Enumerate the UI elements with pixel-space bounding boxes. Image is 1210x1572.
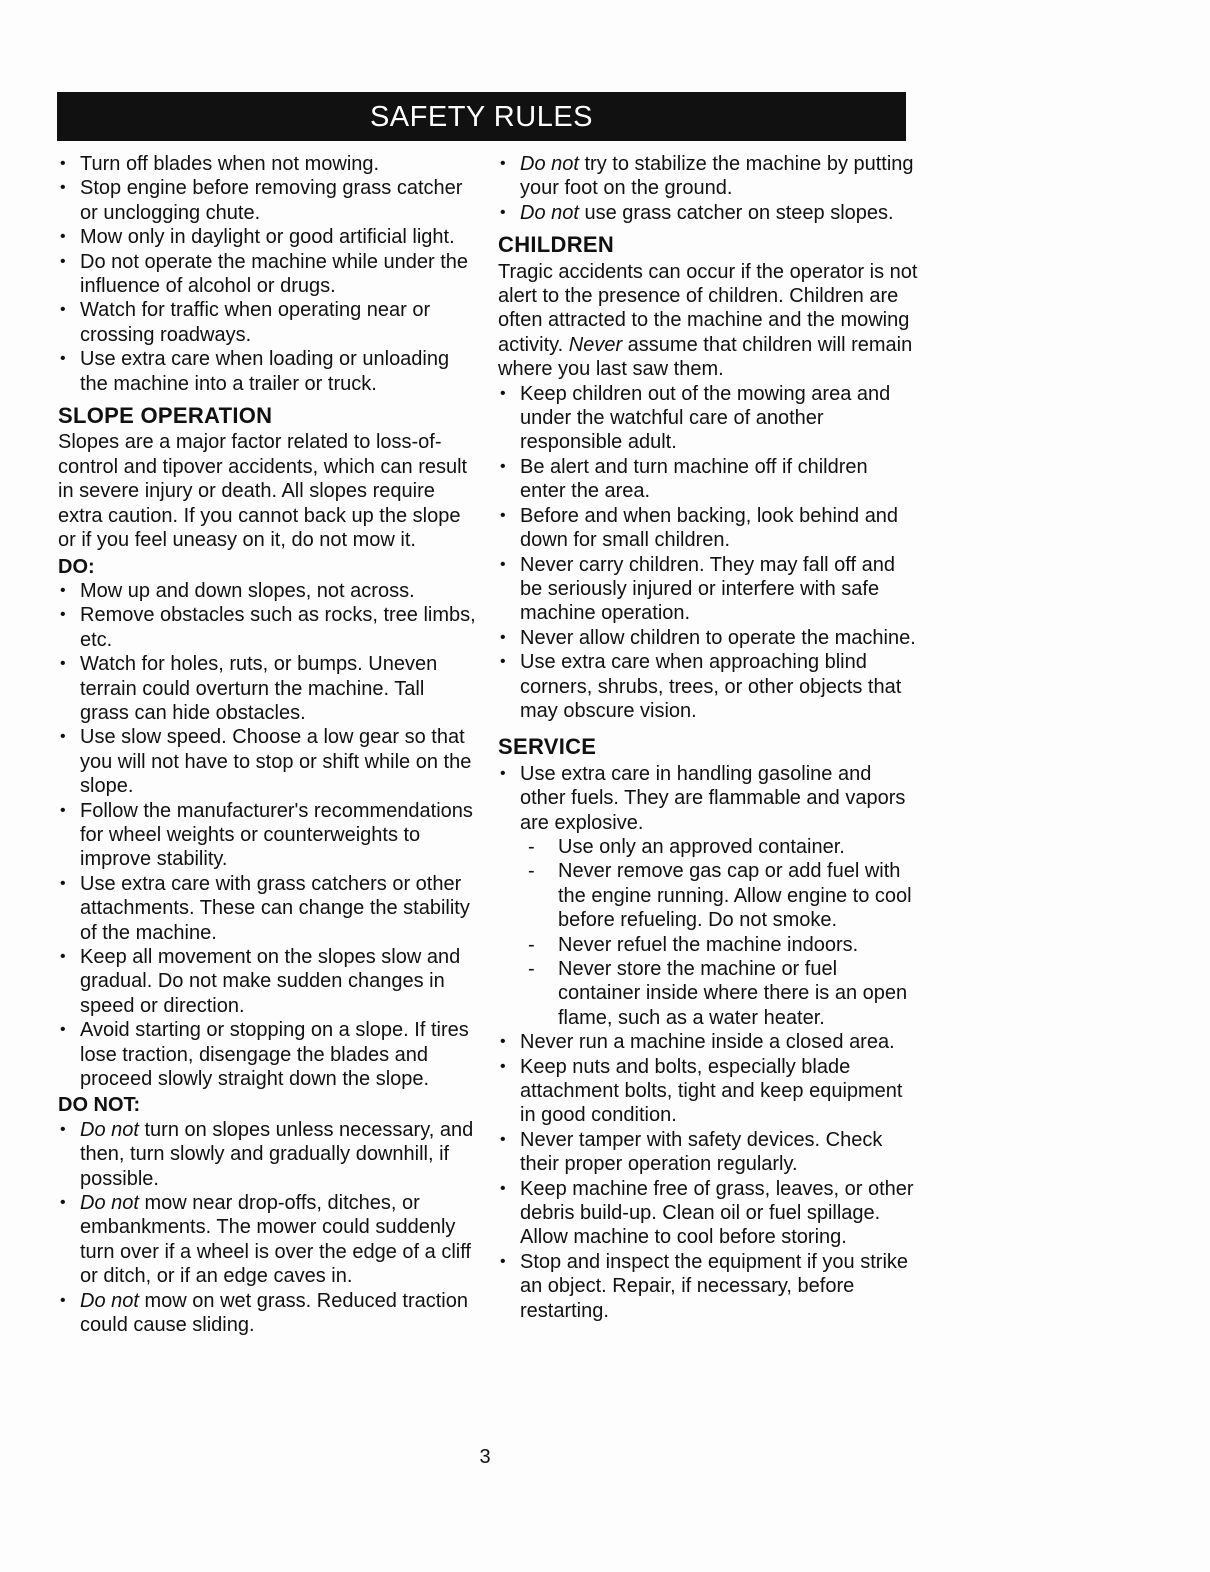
list-item: • Before and when backing, look behind and down for small children. (498, 504, 918, 553)
list-item: • Use extra care when loading or unloading the machine into a trailer or truck. (58, 347, 478, 396)
do-not-emphasis: Do not (80, 1118, 139, 1141)
list-item: • Mow up and down slopes, not across. (58, 579, 478, 603)
children-bullet-list (498, 382, 918, 724)
do-not-continued-list (498, 152, 918, 225)
list-item: • Keep nuts and bolts, especially blade attachment bolts, tight and keep equipment in good condition. (498, 1055, 918, 1128)
children-paragraph (498, 260, 918, 382)
list-item: • Use extra care in handling gasoline and other fuels. They are flammable and vapors are explosive. (498, 762, 918, 835)
list-item: • Never run a machine inside a closed area. (498, 1030, 918, 1054)
list-item (58, 1118, 478, 1191)
children-heading: CHILDREN (498, 232, 615, 258)
list-item: • Use extra care when approaching blind corners, shrubs, trees, or other objects that may obscure vision. (498, 650, 918, 723)
list-item (498, 201, 918, 225)
list-item: • Watch for traffic when operating near or crossing roadways. (58, 298, 478, 347)
list-item: • Never allow children to operate the machine. (498, 626, 918, 650)
sub-list-item: - Use only an approved container. (498, 835, 918, 859)
list-item: • Follow the manufacturer's recommendations for wheel weights or counterweights to improve stability. (58, 799, 478, 872)
slope-operation-heading: SLOPE OPERATION (58, 403, 273, 429)
list-item: • Avoid starting or stopping on a slope. If tires lose traction, disengage the blades and proceed slowly straight down the slope. (58, 1018, 478, 1091)
list-item-text: mow near drop-offs, ditches, or embankments. The mower could suddenly turn over if a wheel is over the edge of a cliff or ditch, or if an edge caves in. (80, 1192, 471, 1288)
sub-list-item: - Never store the machine or fuel container inside where there is an open flame, such as a water heater. (498, 957, 918, 1030)
list-item: • Never carry children. They may fall off and be seriously injured or interfere with safe machine operation. (498, 553, 918, 626)
list-item: • Never tamper with safety devices. Check their proper operation regularly. (498, 1128, 918, 1177)
list-item: • Mow only in daylight or good artificial light. (58, 225, 478, 249)
list-item: • Turn off blades when not mowing. (58, 152, 478, 176)
list-item: • Keep machine free of grass, leaves, or other debris build-up. Clean oil or fuel spillage. Allow machine to cool before storing. (498, 1177, 918, 1250)
list-item-text: try to stabilize the machine by putting your foot on the ground. (520, 153, 914, 200)
right-column (498, 152, 918, 1323)
list-item-text: use grass catcher on steep slopes. (578, 201, 894, 224)
list-item: • Keep children out of the mowing area and under the watchful care of another responsible adult. (498, 382, 918, 455)
list-item: • Watch for holes, ruts, or bumps. Uneven terrain could overturn the machine. Tall grass can hide obstacles. (58, 652, 478, 725)
page-number: 3 (479, 1446, 491, 1468)
list-item: • Stop engine before removing grass catcher or unclogging chute. (58, 176, 478, 225)
list-item: • Keep all movement on the slopes slow and gradual. Do not make sudden changes in speed or direction. (58, 945, 478, 1018)
do-bullet-list (58, 579, 478, 1092)
do-not-emphasis: Do not (520, 153, 579, 175)
list-item (58, 1289, 478, 1338)
list-item-text: turn on slopes unless necessary, and then, turn slowly and gradually downhill, if possible. (80, 1118, 474, 1190)
service-bullet-list (498, 762, 918, 1323)
slope-operation-paragraph: Slopes are a major factor related to loss-of-control and tipover accidents, which can result in severe injury or death. All slopes require extra caution. If you cannot back up the slope or if you feel uneasy on it, do not mow it. (58, 431, 468, 552)
never-emphasis: Never (568, 333, 623, 356)
do-not-emphasis: Do not (520, 201, 579, 224)
list-item: • Stop and inspect the equipment if you strike an object. Repair, if necessary, before restarting. (498, 1250, 918, 1323)
do-heading: DO: (58, 555, 95, 578)
list-item (58, 1191, 478, 1289)
list-item-text: mow on wet grass. Reduced traction could cause sliding. (80, 1289, 468, 1337)
do-not-emphasis: Do not (80, 1289, 139, 1312)
do-not-emphasis: Do not (80, 1192, 139, 1215)
list-item: • Use slow speed. Choose a low gear so that you will not have to stop or shift while on the slope. (58, 725, 478, 798)
section-banner: SAFETY RULES (57, 92, 906, 141)
children-paragraph-text: Tragic accidents can occur if the operator is not alert to the presence of children. Children are often attracted to the machine and the mowing activity. (498, 260, 918, 356)
do-not-bullet-list (58, 1118, 478, 1338)
children-paragraph-end: assume that children will remain where you last saw them. (498, 333, 913, 381)
left-column (58, 152, 478, 1338)
sub-list-item: - Never remove gas cap or add fuel with the engine running. Allow engine to cool before refueling. Do not smoke. (498, 859, 918, 932)
list-item (498, 152, 918, 201)
sub-list-item: - Never refuel the machine indoors. (498, 933, 918, 957)
intro-bullet-list (58, 152, 478, 396)
list-item: • Use extra care with grass catchers or other attachments. These can change the stability of the machine. (58, 872, 478, 945)
list-item: • Do not operate the machine while under the influence of alcohol or drugs. (58, 250, 478, 299)
do-not-heading: DO NOT: (58, 1094, 141, 1117)
list-item: • Be alert and turn machine off if children enter the area. (498, 455, 918, 504)
service-heading: SERVICE (498, 734, 597, 760)
list-item: • Remove obstacles such as rocks, tree limbs, etc. (58, 603, 478, 652)
